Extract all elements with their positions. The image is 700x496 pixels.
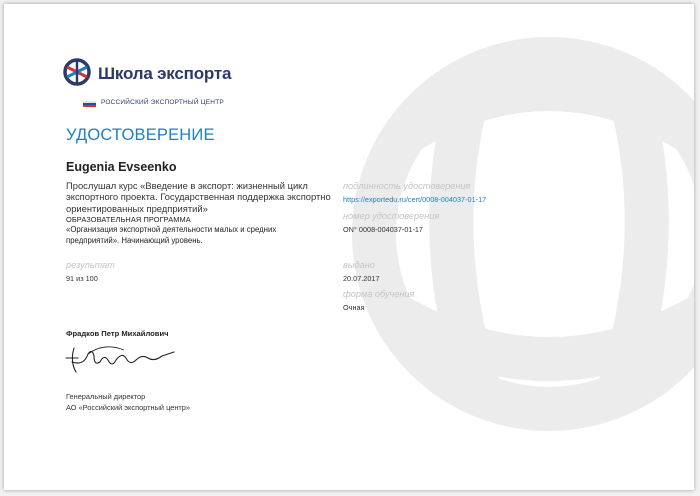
course-text: Прослушал курс «Введение в экспорт: жизненный цикл экспортного проекта. Государственная поддержка экспортно ориентированных предприятий» [66,180,331,214]
number-label: номер удостоверения [343,211,440,221]
org-name: РОССИЙСКИЙ ЭКСПОРТНЫЙ ЦЕНТР [101,99,224,106]
signer-name: Фрадков Петр Михайлович [66,329,169,338]
issued-label: выдано [343,260,375,270]
number-value: ОN° 0008-004037-01-17 [343,225,423,234]
recipient-name: Eugenia Evseenko [66,160,177,174]
issued-value: 20.07.2017 [343,274,380,283]
school-logo [62,57,232,92]
certificate-heading: УДОСТОВЕРЕНИЕ [66,126,215,144]
result-label: результат [66,260,115,270]
signer-title: Генеральный директор [66,392,146,401]
signer-position [66,391,190,413]
form-value: Очная [343,303,365,312]
signature-icon [64,344,184,376]
signer-org: АО «Российский экспортный центр» [66,403,191,412]
russian-flag-icon [83,101,96,107]
brand-name: Школа экспорта [98,64,232,83]
program-text: «Организация экспортной деятельности малых и средних предприятий». Начинающий уровень. [66,225,277,245]
verify-label: подлинность удостоверения [343,181,471,191]
watermark-emblem-icon [334,4,694,490]
form-label: форма обучения [343,289,415,299]
result-value: 91 из 100 [66,274,98,283]
program-label: ОБРАЗОВАТЕЛЬНАЯ ПРОГРАММА [66,215,191,224]
verify-link[interactable]: https://exportedu.ru/cert/0008-004037-01-17 [343,195,487,204]
certificate-page [4,4,694,490]
school-emblem-icon [62,57,92,87]
